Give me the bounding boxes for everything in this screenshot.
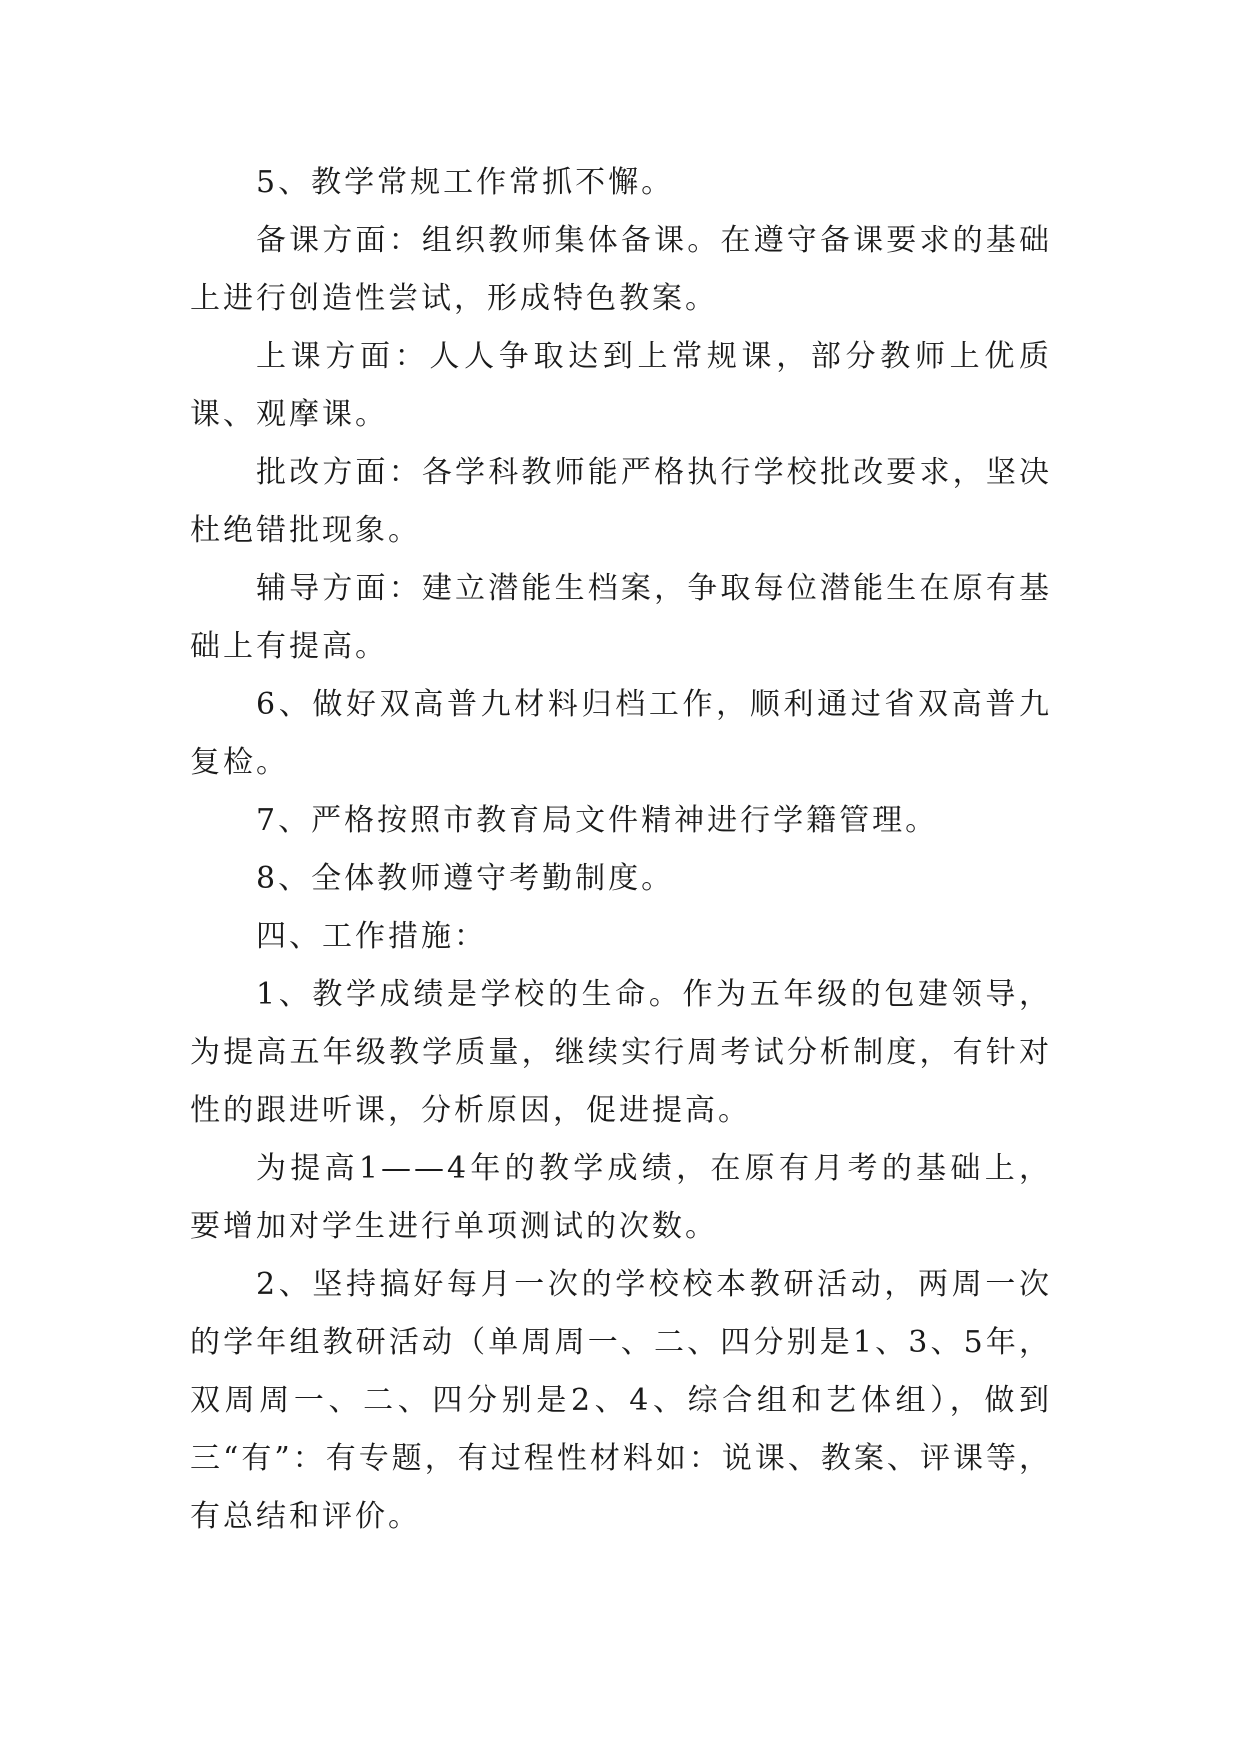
document-body [190,154,1052,1546]
paragraph-teaching-routine: 5、教学常规工作常抓不懈。 [256,165,675,200]
paragraph-student-records: 7、严格按照市教育局文件精神进行学籍管理。 [256,803,939,838]
section-heading-measures: 四、工作措施： [256,919,487,954]
paragraph-attendance: 8、全体教师遵守考勤制度。 [256,861,675,896]
paragraph-measure-1: 1、教学成绩是学校的生命。作为五年级的包建领导，为提高五年级教学质量，继续实行周考试分析制度，有针对性的跟进听课，分析原因，促进提高。 [190,977,1052,1128]
paragraph-archiving: 6、做好双高普九材料归档工作，顺利通过省双高普九复检。 [190,687,1052,780]
paragraph-classes: 上课方面：人人争取达到上常规课，部分教师上优质课、观摩课。 [190,339,1052,432]
paragraph-measure-2: 2、坚持搞好每月一次的学校校本教研活动，两周一次的学年组教研活动（单周周一、二、四分别是1、3、5年，双周周一、二、四分别是2、4、综合组和艺体组），做到三“有”：有专题，有过程性材料如：说课、教案、评课等，有总结和评价。 [190,1267,1052,1534]
paragraph-lesson-prep: 备课方面：组织教师集体备课。在遵守备课要求的基础上进行创造性尝试，形成特色教案。 [190,223,1052,316]
paragraph-grading: 批改方面：各学科教师能严格执行学校批改要求，坚决杜绝错批现象。 [190,455,1052,548]
paragraph-measure-1-continued: 为提高1——4年的教学成绩，在原有月考的基础上，要增加对学生进行单项测试的次数。 [190,1151,1052,1244]
paragraph-tutoring: 辅导方面：建立潜能生档案，争取每位潜能生在原有基础上有提高。 [190,571,1052,664]
